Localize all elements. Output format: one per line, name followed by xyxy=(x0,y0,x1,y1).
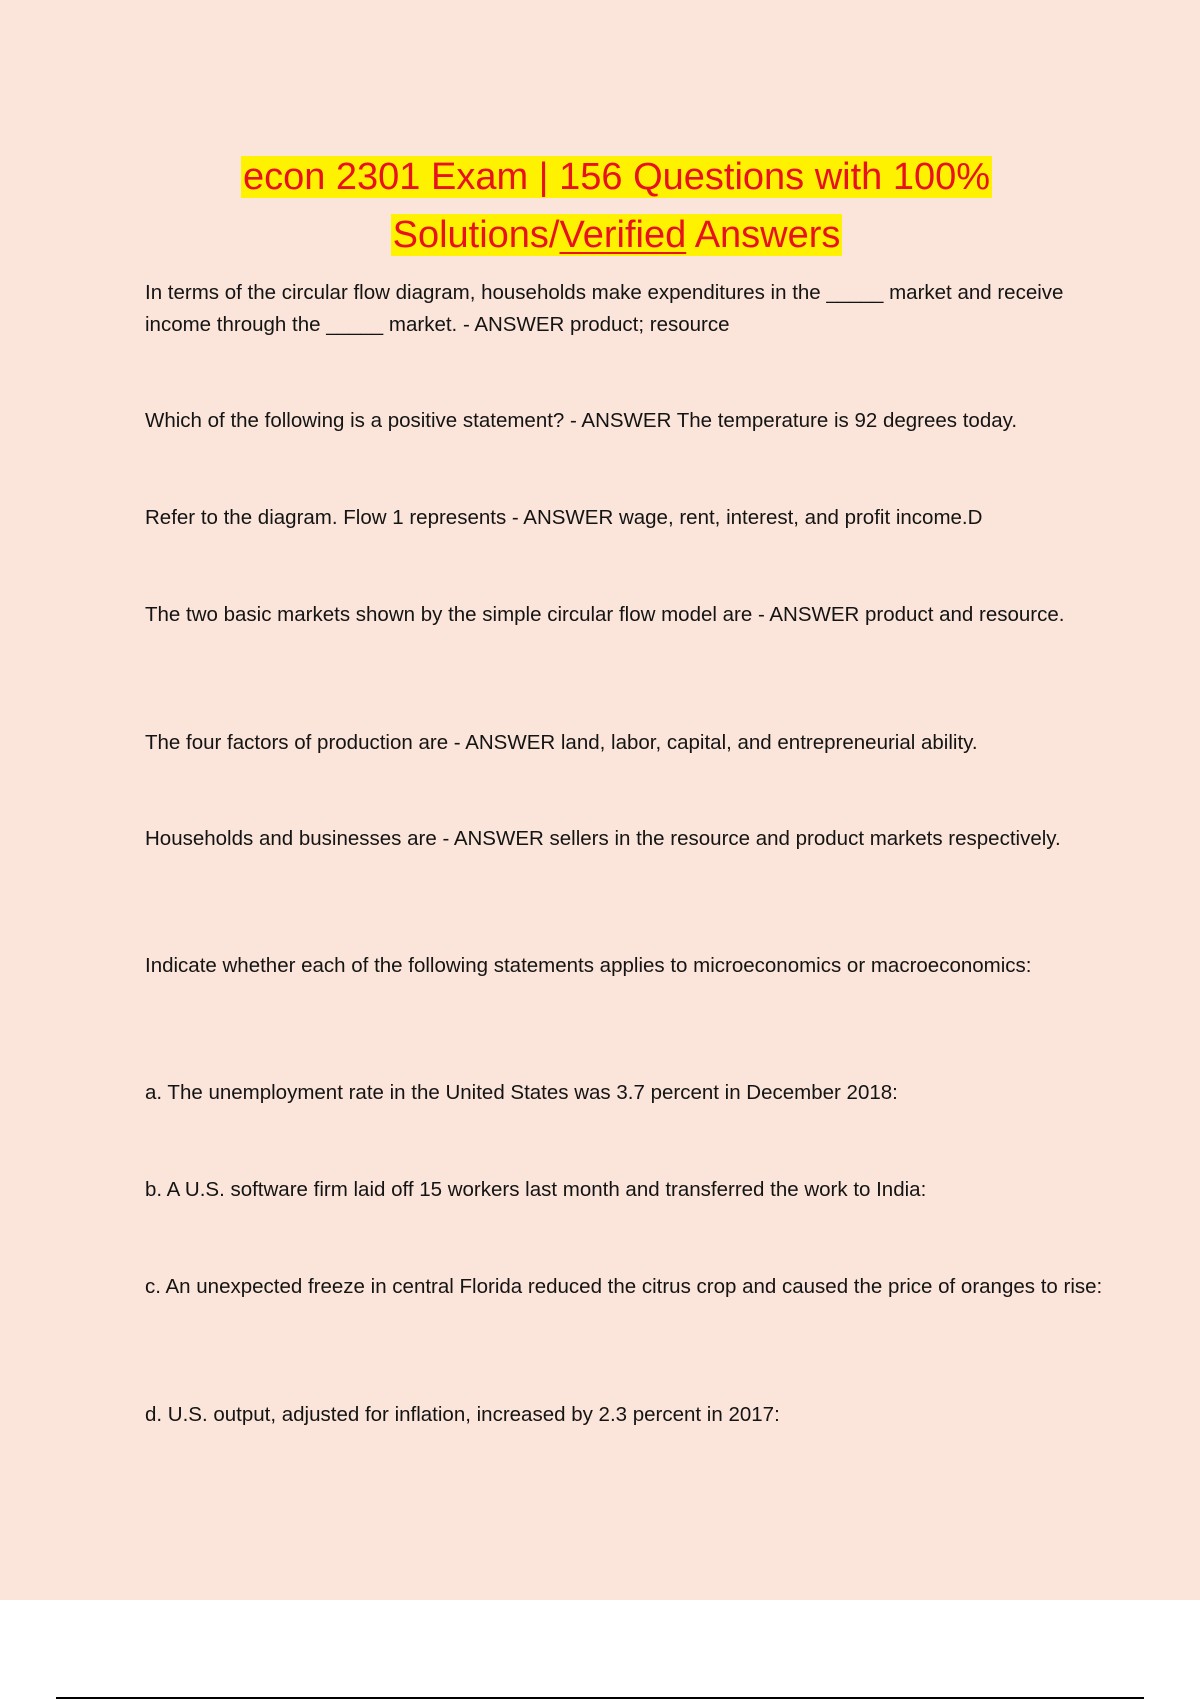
title-line-2 xyxy=(391,214,843,256)
qa-item-6: Households and businesses are - ANSWER sellers in the resource and product markets respectively. xyxy=(145,827,1061,850)
title-line-1: econ 2301 Exam | 156 Questions with 100% xyxy=(242,156,991,198)
qa-item-10: c. An unexpected freeze in central Florida reduced the citrus crop and caused the price of oranges to rise: xyxy=(145,1275,1103,1298)
title-part-solutions: Solutions/ xyxy=(392,214,560,256)
title-part-answers: Answers xyxy=(686,214,841,256)
qa-item-7: Indicate whether each of the following statements applies to microeconomics or macroeconomics: xyxy=(145,954,1032,977)
qa-item-1: In terms of the circular flow diagram, households make expenditures in the _____ market and receive income through the _____ market. - ANSWER product; resource xyxy=(145,281,1064,336)
footer-divider xyxy=(56,1697,1144,1699)
qa-item-4: The two basic markets shown by the simple circular flow model are - ANSWER product and resource. xyxy=(145,603,1065,626)
qa-item-8: a. The unemployment rate in the United States was 3.7 percent in December 2018: xyxy=(145,1081,898,1104)
qa-item-5: The four factors of production are - ANSWER land, labor, capital, and entrepreneurial ability. xyxy=(145,731,978,754)
qa-item-9: b. A U.S. software firm laid off 15 workers last month and transferred the work to India: xyxy=(145,1178,927,1201)
qa-item-11: d. U.S. output, adjusted for inflation, increased by 2.3 percent in 2017: xyxy=(145,1403,780,1426)
qa-item-2: Which of the following is a positive statement? - ANSWER The temperature is 92 degrees today. xyxy=(145,409,1018,432)
qa-item-3: Refer to the diagram. Flow 1 represents - ANSWER wage, rent, interest, and profit income.D xyxy=(145,506,983,529)
title-part-verified: Verified xyxy=(559,214,687,256)
document-title xyxy=(0,148,1200,264)
